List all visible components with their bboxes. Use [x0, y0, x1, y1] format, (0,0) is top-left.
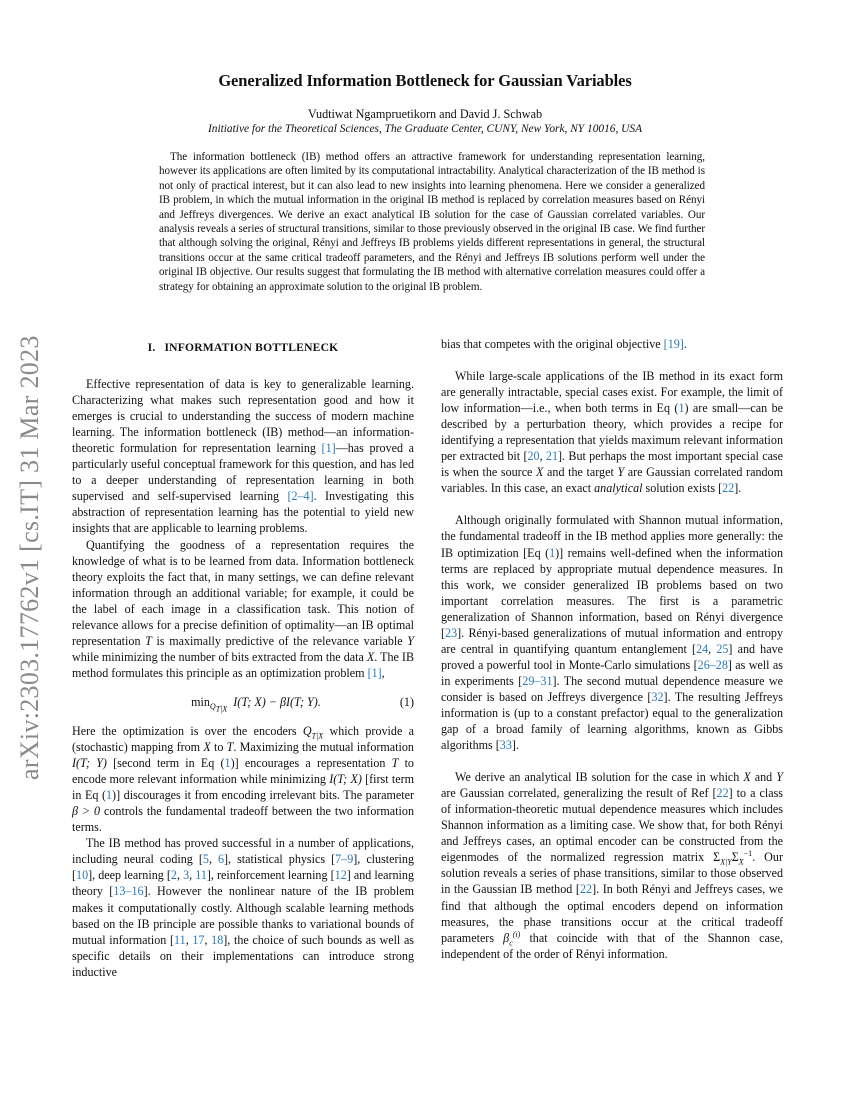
equation-1	[72, 694, 414, 714]
paragraph-special-cases: While large-scale applications of the IB method in its exact form are generally intractable, special cases exist. For example, the limit of low information—i.e., when both terms in Eq (1) are small—can be described by a perturbation theory, which provides a recipe for identifying a representation that yields maximum relevant information per extracted bit [20, 21]. But perhaps the most important special case is when the source X and the target Y are Gaussian correlated random variables. In this case, an exact analytical solution exists [22].	[441, 369, 784, 496]
citation-link[interactable]: 24	[696, 641, 709, 656]
equation-link[interactable]: 1	[224, 756, 231, 771]
paragraph-intro: Effective representation of data is key to generalizable learning. Characterizing what makes such representation good and how it emerges is crucial to understanding the success of modern machine learning. The information bottleneck (IB) method—an information-theoretic formulation for representation learning [1]—has proved a particularly useful conceptual framework for this question, and has led to a deeper understanding of representation learning in both supervised and self-supervised learning [2–4]. Investigating this abstraction of representation learning has the potential to yield new insights that are applicable to learning problems.	[72, 377, 414, 536]
left-column	[72, 336, 414, 980]
right-column	[441, 336, 783, 962]
equation-link[interactable]: 1	[106, 788, 113, 803]
citation-link[interactable]: 22	[722, 481, 735, 496]
citation-link[interactable]: 18	[211, 932, 224, 947]
citation-link[interactable]: 5	[202, 852, 209, 867]
citation-link[interactable]: 23	[445, 625, 458, 640]
citation-link[interactable]: [1]	[321, 441, 336, 456]
citation-link[interactable]: [2–4]	[287, 489, 314, 504]
abstract: The information bottleneck (IB) method offers an attractive framework for understanding representation learning, however its applications are often limited by its computational intractability. Analytical characterization of the IB method is not only of practical interest, but it can also lead to new insights into learning phenomena. Here we consider a generalized IB problem, in which the mutual information in the original IB method is replaced by correlation measures based on Rényi and Jeffreys divergences. We derive an exact analytical IB solution for the case of Gaussian correlated variables. Our analysis reveals a series of structural transitions, similar to those previously observed in the original IB case. We find further that although solving the original, Rényi and Jeffreys IB problems yields different representations in general, the structural transitions occur at the same critical tradeoff parameters, and the Rényi and Jeffreys IB solutions perform well under the original IB objective. Our results suggest that formulating the IB method with alternative correlation measures could offer a strategy for obtaining an approximate solution to the original IB problem.	[159, 151, 705, 293]
citation-link[interactable]: 10	[76, 868, 89, 883]
section-number: I.	[147, 341, 156, 354]
citation-link[interactable]: 32	[651, 689, 664, 704]
citation-link[interactable]: 20	[527, 449, 540, 464]
paragraph-applications: The IB method has proved successful in a number of applications, including neural coding [5, 6], statistical physics [7–9], clustering [10], deep learning [2, 3, 11], reinforcement learning [12] and learning theory [13–16]. However the nonlinear nature of the IB problem makes it computationally costly. Although scalable learning methods based on the IB principle are possible thanks to variational bounds of mutual information [11, 17, 18], the choice of such bounds as well as specific details on their implementations can introduce strong inductive	[72, 836, 415, 979]
equation-number: (1)	[399, 694, 414, 709]
citation-link[interactable]: 6	[217, 852, 225, 867]
paragraph-quantifying: Quantifying the goodness of a representation requires the knowledge of what is to be learned from data. Information bottleneck theory exploits the fact that, in many settings, we can define relevant information through an additional variable; for example, it could be the label of each image in a classification task. This notion of relevance allows for a precise definition of optimality—an IB optimal representation T is maximally predictive of the relevance variable Y while minimizing the number of bits extracted from the data X. The IB method formulates this principle as an optimization problem [1],	[72, 537, 415, 680]
paragraph-encoders: Here the optimization is over the encoders $Q_{T|X}$ which provide a (stochastic) mapping from X to T. Maximizing the mutual information I(T; Y) [second term in Eq (1)] encourages a representation T to encode more relevant information while minimizing I(T; X) [first term in Eq (1)] discourages it from encoding irrelevant bits. The parameter β > 0 controls the fundamental tradeoff between the two information terms.	[72, 723, 415, 835]
equation-link[interactable]: 1	[678, 401, 685, 416]
citation-link[interactable]: 11	[174, 932, 186, 947]
citation-link[interactable]: 17	[192, 932, 205, 947]
section-heading	[72, 340, 414, 356]
citation-link[interactable]: 13–16	[113, 884, 144, 899]
paragraph-continued: bias that competes with the original objective [19].	[441, 337, 687, 351]
paragraph-generalized-measures: Although originally formulated with Shannon mutual information, the fundamental tradeoff in the IB method applies more generally: the IB optimization [Eq (1)] remains well-defined when the information terms are replaced by appropriate mutual dependence measures. In this work, we consider generalized IB problems based on two important correlation measures. The first is a parametric generalization of Shannon information, based on Rényi divergence [23]. Rényi-based generalizations of mutual information and entropy are central in quantifying quantum entanglement [24, 25] and have proved a powerful tool in Monte-Carlo simulations [26–28] as well as in experiments [29–31]. The second mutual dependence measure we consider is based on Jeffreys divergence [32]. The resulting Jeffreys information is (up to a constant prefactor) equal to the generalization gap of a broad family of learning algorithms, known as Gibbs algorithms [33].	[441, 513, 783, 753]
citation-link[interactable]: 22	[716, 786, 729, 801]
citation-link[interactable]: 11	[195, 868, 207, 883]
paragraph-results: We derive an analytical IB solution for the case in which X and Y are Gaussian correlated, generalizing the result of Ref [22] to a class of information-theoretic mutual dependence measures which includes Shannon information as a limiting case. We show that, for both Rényi and Jeffreys cases, an optimal encoder can be constructed from the eigenmodes of the normalized regression matrix $\Sigma_{X|Y}\Sigma_X^{-1}$. Our solution reveals a series of phase transitions, similar to those observed in the Gaussian IB method [22]. In both Rényi and Jeffreys cases, we find that although the optimal encoders depend on information measures, the phase transitions occur at the critical tradeoff parameters $\beta_c^{(i)}$ that coincide with that of the Shannon case, independent of the order of Rényi information.	[441, 770, 784, 961]
arxiv-stamp: arXiv:2303.17762v1 [cs.IT] 31 Mar 2023	[15, 335, 44, 780]
paper-title: Generalized Information Bottleneck for Gaussian Variables	[218, 71, 632, 90]
equation-link[interactable]: 1	[549, 545, 556, 560]
citation-link[interactable]: 21	[545, 449, 559, 464]
citation-link[interactable]: 12	[334, 868, 347, 883]
citation-link[interactable]: [1]	[367, 665, 382, 680]
citation-link[interactable]: 26–28	[697, 657, 728, 672]
citation-link[interactable]: [19]	[663, 337, 684, 351]
citation-link[interactable]: 22	[579, 882, 593, 897]
citation-link[interactable]: 33	[499, 738, 512, 753]
paper-affiliation: Initiative for the Theoretical Sciences, The Graduate Center, CUNY, New York, NY 10016, USA	[207, 123, 643, 135]
paper-authors: Vudtiwat Ngampruetikorn and David J. Schwab	[307, 107, 543, 121]
equation-formula: $\min_{Q_{T|X}} I(T$; X) − βI(T; Y).	[191, 694, 321, 714]
citation-link[interactable]: 29–31	[522, 673, 553, 688]
citation-link[interactable]: 25	[716, 641, 729, 656]
citation-link[interactable]: 3	[183, 868, 190, 883]
section-title: INFORMATION BOTTLENECK	[164, 341, 339, 354]
citation-link[interactable]: 7–9	[335, 852, 354, 867]
citation-link[interactable]: 2	[170, 868, 177, 883]
